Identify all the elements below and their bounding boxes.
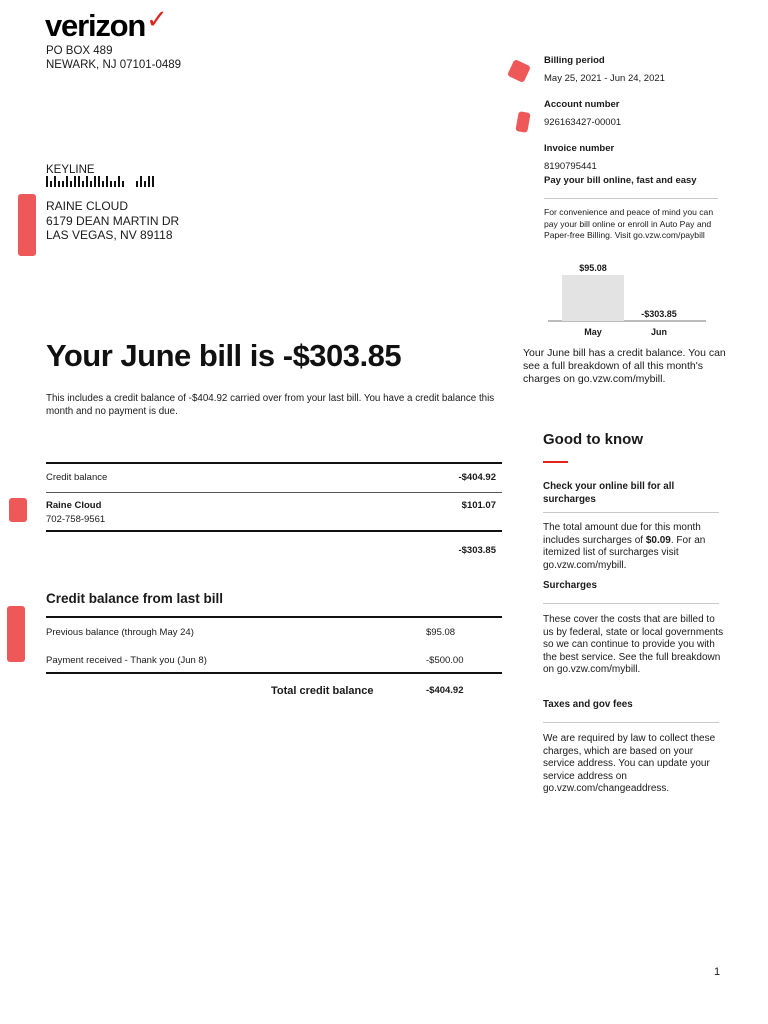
verizon-logo	[45, 4, 167, 44]
postal-barcode	[46, 176, 178, 187]
account-number-label: Account number	[544, 99, 620, 110]
accent-rule	[543, 461, 568, 463]
invoice-number-value: 8190795441	[544, 160, 597, 172]
sender-line1: PO BOX 489	[46, 45, 113, 57]
chart-value-label: $95.08	[579, 263, 607, 273]
sender-address	[46, 44, 181, 72]
gtk-item-heading: Surcharges	[543, 580, 597, 591]
bill-headline: Your June bill is -$303.85	[46, 338, 402, 373]
payment-received-value: -$500.00	[426, 655, 464, 666]
billing-period-value: May 25, 2021 - Jun 24, 2021	[544, 72, 665, 84]
credit-total-rule	[46, 672, 502, 674]
gtk-item-body: We are required by law to collect these charges, which are based on your service address. You can update your service address on go.vzw.com/changeaddress.	[543, 733, 716, 794]
bill-summary: This includes a credit balance of -$404.92 carried over from your last bill. You have a credit balance this month and no payment is due.	[46, 393, 495, 417]
redaction-mark	[507, 59, 531, 83]
redaction-mark	[9, 498, 27, 522]
good-to-know-title: Good to know	[543, 431, 643, 448]
pay-online-body: For convenience and peace of mind you can pay your bill online or enroll in Auto Pay and Paper-free Billing. Visit go.vzw.com/paybill	[544, 207, 714, 240]
recipient-street: 6179 DEAN MARTIN DR	[46, 213, 180, 228]
bill-history-chart	[544, 258, 714, 340]
pay-online-title: Pay your bill online, fast and easy	[544, 175, 697, 186]
divider	[543, 603, 719, 604]
previous-balance-value: $95.08	[426, 627, 456, 638]
previous-balance-label: Previous balance (through May 24)	[46, 627, 194, 638]
redaction-mark	[515, 111, 530, 133]
credit-section-title: Credit balance from last bill	[46, 591, 224, 606]
sender-line2: NEWARK, NJ 07101-0489	[46, 59, 182, 71]
line-owner-name: Raine Cloud	[46, 500, 102, 511]
gtk-item-heading: Check your online bill for all surcharges	[543, 481, 675, 505]
invoice-number-label: Invoice number	[544, 143, 615, 154]
line-phone-number: 702-758-9561	[46, 514, 106, 525]
account-info	[544, 55, 724, 173]
recipient-city: LAS VEGAS, NV 89118	[46, 228, 173, 242]
logo-text: verizon	[45, 8, 146, 43]
chart-note: Your June bill has a credit balance. You can see a full breakdown of all this month's charges on go.vzw.com/mybill.	[523, 347, 726, 385]
account-number-value: 926163427-00001	[544, 116, 622, 128]
gtk-item-heading: Taxes and gov fees	[543, 699, 633, 710]
gtk-item-body: These cover the costs that are billed to us by federal, state or local governments so we can continue to provide you with the best service. See the full breakdown on go.vzw.com/mybill.	[543, 614, 724, 675]
divider	[544, 198, 718, 199]
table-total-rule	[46, 530, 502, 532]
recipient-address	[46, 199, 179, 243]
page-number: 1	[714, 966, 721, 978]
line-charge-value: $101.07	[461, 500, 496, 511]
keyline-label: KEYLINE	[46, 164, 95, 176]
payment-received-label: Payment received - Thank you (Jun 8)	[46, 655, 207, 666]
credit-balance-value: -$404.92	[458, 472, 496, 483]
divider	[46, 492, 502, 493]
credit-balance-label: Credit balance	[46, 472, 108, 483]
bill-total-value: -$303.85	[458, 545, 496, 556]
recipient-name: RAINE CLOUD	[46, 199, 129, 213]
gtk-item-body: The total amount due for this month includes surcharges of $0.09. For an itemized list of surcharges visit go.vzw.com/mybill.	[543, 522, 706, 571]
redaction-mark	[18, 194, 36, 256]
chart-value-label: -$303.85	[641, 309, 677, 319]
total-credit-label: Total credit balance	[271, 685, 374, 697]
chart-bar-may	[562, 275, 624, 321]
table-top-rule	[46, 462, 502, 464]
divider	[543, 722, 719, 723]
chart-category-label: May	[584, 327, 602, 337]
credit-top-rule	[46, 616, 502, 618]
logo-check-icon: ✓	[146, 4, 167, 34]
total-credit-value: -$404.92	[426, 685, 464, 696]
divider	[543, 512, 719, 513]
chart-category-label: Jun	[650, 327, 668, 337]
billing-period-label: Billing period	[544, 55, 605, 66]
redaction-mark	[7, 606, 25, 662]
